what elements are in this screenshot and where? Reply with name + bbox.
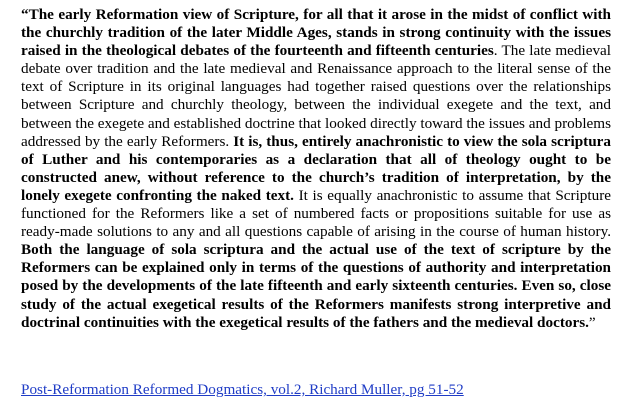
citation — [21, 381, 464, 399]
quote-open-mark: “ — [21, 6, 29, 23]
quote-paragraph — [21, 6, 611, 332]
citation-link[interactable]: Post-Reformation Reformed Dogmatics, vol.2, Richard Muller, pg 51-52 — [21, 381, 464, 398]
quote-segment-bold-3: Both the language of sola scriptura and the actual use of the text of scripture by the Reformers can be explained only in terms of the questions of authority and interpretation posed by the developments of the late fifteenth and early sixteenth centuries. Even so, close study of the actual exegetical results of the Reformers manifests strong interpretive and doctrinal continuities with the exegetical results of the fathers and the medieval doctors. — [21, 241, 611, 331]
quote-close-mark: ” — [588, 313, 596, 331]
quote-segment-plain-2: It is equally anachronistic to assume that Scripture functioned for the Reformers like a set of numbered facts or propositions suitable for use as ready-made solutions to any and all questions capable of arising in the course of human history. — [21, 186, 611, 241]
quote-segment-bold-1: The early Reformation view of Scripture, for all that it arose in the midst of conflict with the churchly tradition of the later Middle Ages, stands in strong continuity with the issues raised in the theological debates of the fourteenth and fifteenth centuries — [21, 6, 611, 60]
quote-segment-plain-1: . The late medieval debate over tradition and the late medieval and Renaissance approach to the literal sense of the text of Scripture in its original languages had together raised questions over the relationships between Scripture and churchly theology, between the individual exegete and the text, and between the exegete and established doctrine that looked directly toward the issues and problems addressed by the early Reformers. — [21, 42, 612, 150]
quote-segment-bold-2: It is, thus, entirely anachronistic to view the sola scriptura of Luther and his contemporaries as a declaration that all of theology ought to be constructed anew, without reference to the church’s tradition of interpretation, by the lonely exegete confronting the naked text. — [21, 132, 611, 204]
